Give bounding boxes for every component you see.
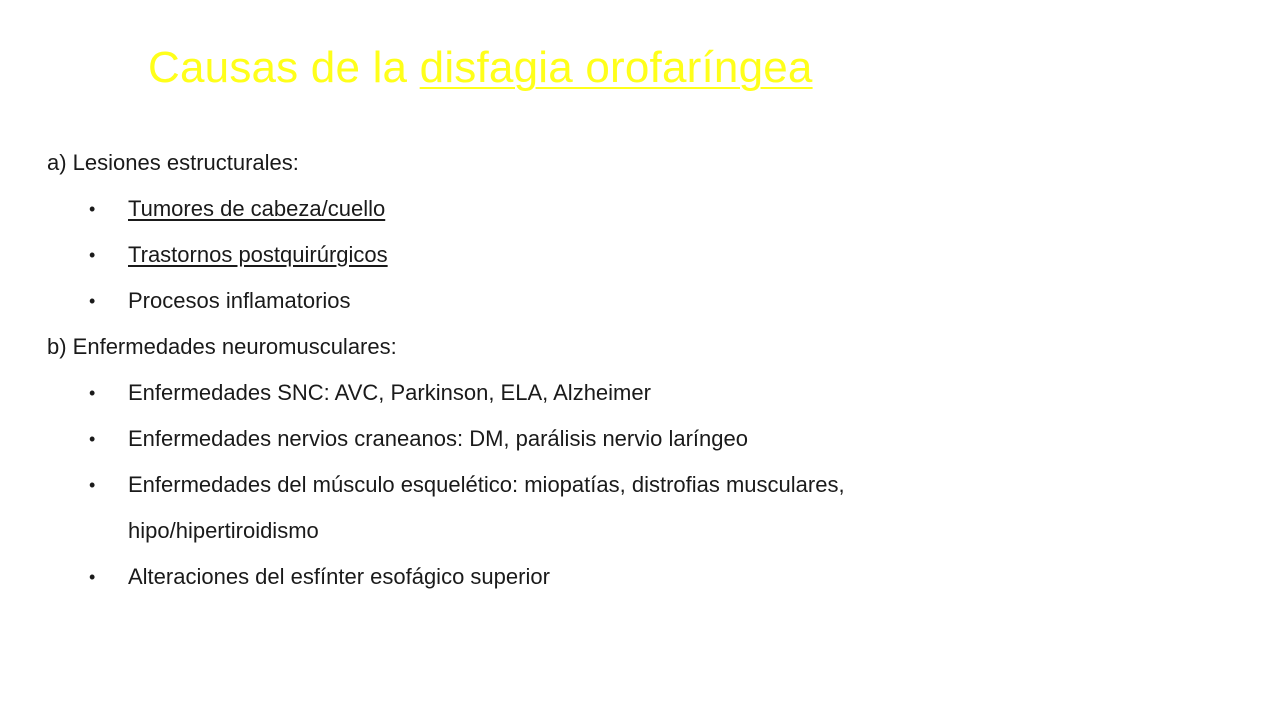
- list-item: [47, 416, 1028, 462]
- list-item-text: Alteraciones del esfínter esofágico superior: [128, 564, 550, 589]
- list-item-text: Tumores de cabeza/cuello: [128, 196, 386, 221]
- bullet-icon: •: [89, 383, 96, 403]
- bullet-icon: •: [89, 199, 96, 219]
- list-item-text: Procesos inflamatorios: [128, 288, 351, 313]
- bullet-icon: •: [89, 291, 96, 311]
- list-item: [47, 278, 1028, 324]
- list-item-text: Enfermedades SNC: AVC, Parkinson, ELA, Alzheimer: [128, 380, 651, 405]
- section-structural-lesions: [47, 140, 1227, 324]
- list-item: [47, 186, 1028, 232]
- list-item-text: Enfermedades nervios craneanos: DM, parálisis nervio laríngeo: [128, 426, 748, 451]
- list-item-text: Trastornos postquirúrgicos: [128, 242, 388, 267]
- bullet-list: [47, 186, 1227, 324]
- list-item-text: Enfermedades del músculo esquelético: miopatías, distrofias musculares, hipo/hipertiroidismo: [128, 472, 845, 543]
- slide-title: [148, 38, 813, 98]
- bullet-icon: •: [89, 245, 96, 265]
- slide-content: [47, 140, 1227, 600]
- list-item: [47, 232, 1028, 278]
- bullet-icon: •: [89, 475, 96, 495]
- list-item: [47, 370, 1028, 416]
- title-prefix: Causas de la: [148, 43, 420, 92]
- list-item: [47, 462, 1028, 554]
- bullet-list: [47, 370, 1227, 600]
- section-neuromuscular-diseases: [47, 324, 1227, 600]
- list-item: [47, 554, 1028, 600]
- bullet-icon: •: [89, 567, 96, 587]
- bullet-icon: •: [89, 429, 96, 449]
- section-heading: b) Enfermedades neuromusculares:: [47, 334, 397, 359]
- title-underlined-term: disfagia orofaríngea: [419, 43, 813, 92]
- section-heading: a) Lesiones estructurales:: [47, 150, 299, 175]
